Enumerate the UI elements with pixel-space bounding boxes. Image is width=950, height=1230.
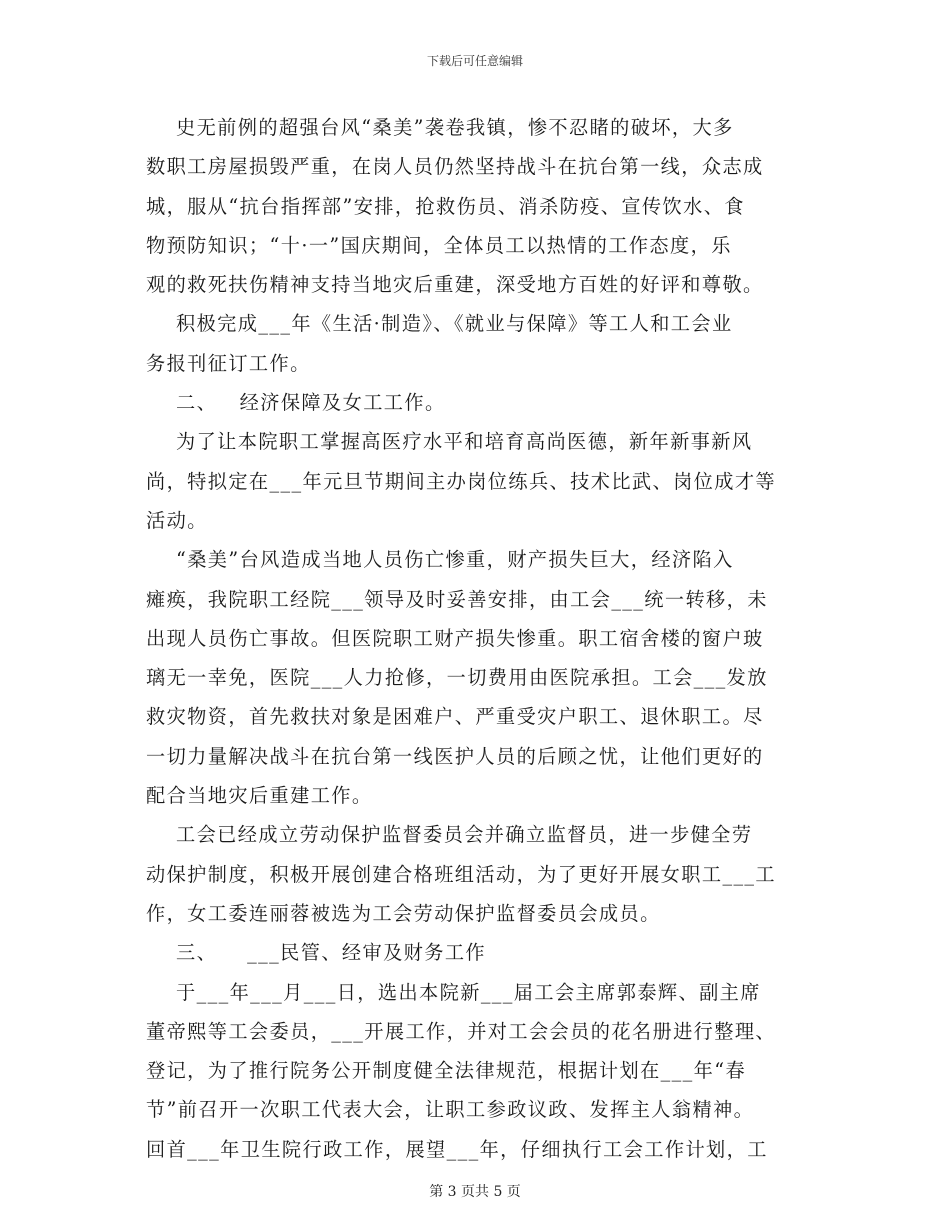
text-line: 璃无一幸免，医院___人力抢修，一切费用由医院承担。工会___发放 [146, 666, 768, 690]
text-line: 城，服从“抗台指挥部”安排，抢救伤员、消杀防疫、宣传饮水、食 [146, 194, 745, 218]
text-line: 史无前例的超强台风“桑美”袭卷我镇，惨不忍睹的破坏，大多 [146, 116, 734, 139]
page-header: 下载后可任意编辑 [426, 54, 523, 68]
text-line: 瘫痪，我院职工经院___领导及时妥善安排，由工会___统一转移，未 [146, 587, 768, 611]
text-line: 一切力量解决战斗在抗台第一线医护人员的后顾之忧，让他们更好的 [146, 744, 764, 768]
text-line: 积极完成___年《生活·制造》、《就业与保障》等工人和工会业 [146, 312, 733, 336]
text-line: 出现人员伤亡事故。但医院职工财产损失惨重。职工宿舍楼的窗户玻 [146, 626, 764, 650]
text-line: 为了让本院职工掌握高医疗水平和培育高尚医德，新年新事新风 [146, 430, 753, 454]
page-footer: 第 3 页共 5 页 [429, 1184, 521, 1200]
text-line: 节”前召开一次职工代表大会，让职工参政议政、发挥主人翁精神。 [146, 1098, 755, 1122]
text-line: 尚，特拟定在___年元旦节期间主办岗位练兵、技术比武、岗位成才等 [146, 469, 777, 493]
text-line: 数职工房屋损毁严重，在岗人员仍然坚持战斗在抗台第一线，众志成 [146, 155, 764, 179]
text-line: 作，女工委连丽蓉被选为工会劳动保护监督委员会成员。 [146, 901, 661, 925]
text-line: 登记，为了推行院务公开制度健全法律规范，根据计划在___年“春 [146, 1059, 747, 1083]
text-line: 工会已经成立劳动保护监督委员会并确立监督员，进一步健全劳 [146, 823, 753, 847]
text-line: 董帝熙等工会委员，___开展工作，并对工会会员的花名册进行整理、 [146, 1019, 777, 1043]
text-line: 活动。 [146, 508, 208, 532]
text-line: 物预防知识；“十·一”国庆期间，全体员工以热情的工作态度，乐 [146, 233, 732, 257]
text-line: 配合当地灾后重建工作。 [146, 784, 373, 808]
text-line: 动保护制度，积极开展创建合格班组活动，为了更好开展女职工___工 [146, 862, 777, 886]
document-body [146, 108, 806, 1169]
text-line: 救灾物资，首先救扶对象是困难户、严重受灾户职工、退休职工。尽 [146, 705, 764, 729]
text-line: 于___年___月___日，选出本院新___届工会主席郭泰辉、副主席 [146, 980, 761, 1004]
text-line: 务报刊征订工作。 [146, 351, 311, 375]
text-line: 二、 经济保障及女工工作。 [146, 391, 446, 415]
text-line: “桑美”台风造成当地人员伤亡惨重，财产损失巨大，经济陷入 [146, 548, 734, 572]
text-line: 观的救死扶伤精神支持当地灾后重建，深受地方百姓的好评和尊敬。 [146, 273, 764, 297]
text-line: 回首___年卫生院行政工作，展望___年，仔细执行工会工作计划，工 [146, 1137, 768, 1161]
text-line: 三、 ___民管、经审及财务工作 [146, 941, 487, 965]
